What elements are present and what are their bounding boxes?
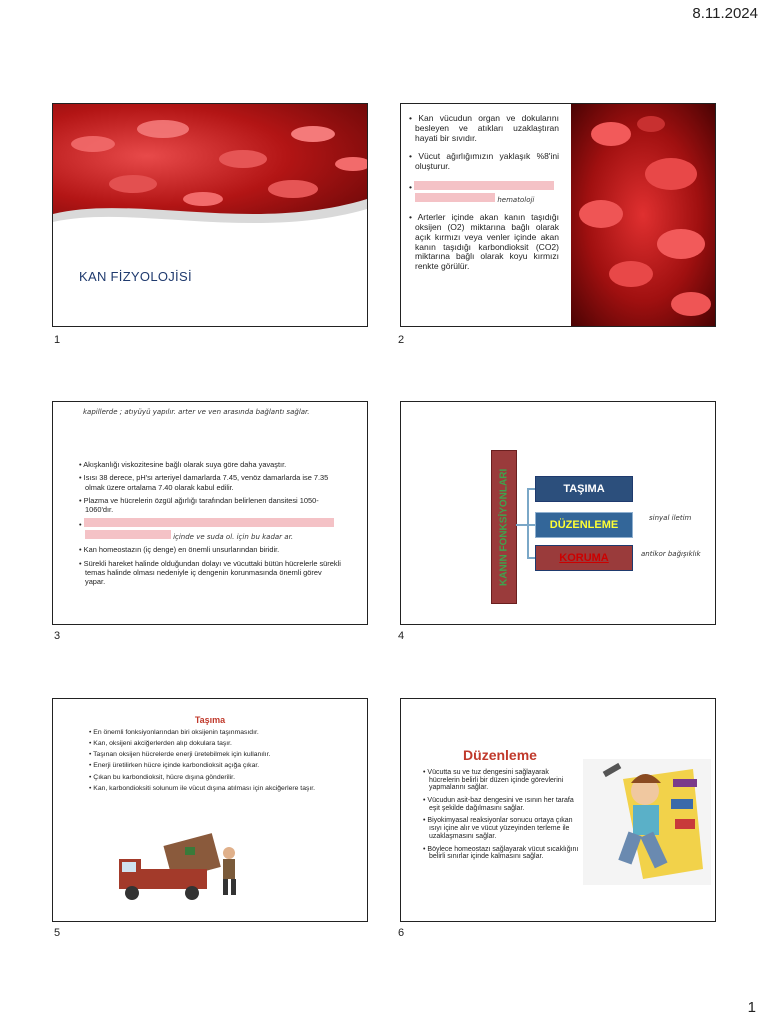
bullet: • Kan homeostazın (iç denge) en önemli unsurlarından biridir. <box>79 545 280 555</box>
blood-cells-illustration <box>571 104 715 326</box>
function-box-protection: KORUMA <box>535 545 633 571</box>
handwritten-note: sinyal iletim <box>649 514 692 522</box>
highlighted-bullet: • içinde ve suda ol. için bu kadar ar. <box>79 518 341 541</box>
slide-2 <box>400 103 716 327</box>
bullet: • Isısı 38 derece, pH'sı arteriyel damarlarda 7.45, venöz damarlarda ise 7.35 olmak üzere ortalama 7.40 olarak kabul edilir. <box>79 473 329 492</box>
moving-truck-illustration <box>117 819 267 909</box>
page-number: 1 <box>747 999 756 1016</box>
handwritten-note: antikor bağışıklık <box>641 550 701 558</box>
slide-number: 6 <box>398 927 405 939</box>
connector-line <box>527 557 535 559</box>
slide-number: 2 <box>398 334 405 346</box>
bullet: • Kan, karbondioksiti solunum ile vücut dışına atılması için akciğerlere taşır. <box>89 784 316 792</box>
bullet: • Vücut ağırlığımızın yaklaşık %8'ini oluşturur. <box>409 151 559 172</box>
vertical-label: KANIN FONKSİYONLARI <box>498 468 510 586</box>
bullet: • Plazma ve hücrelerin özgül ağırlığı tarafından belirlenen dansitesi 1050-1060'dır. <box>79 495 319 514</box>
bullet: • Biyokimyasal reaksiyonlar sonucu ortaya çıkan ısıyı içine alır ve vücut yüzeyinden terleme ile uzaklaşmasını sağlar. <box>423 817 573 840</box>
bullet: • Çıkan bu karbondioksit, hücre dışına gönderilir. <box>89 773 235 781</box>
bullet: • En önemli fonksiyonlarından biri oksijenin taşınmasıdır. <box>89 729 259 736</box>
connector-line <box>527 488 535 490</box>
bullet: • Enerji üretilirken hücre içinde karbondioksit açığa çıkar. <box>89 762 260 770</box>
slide-text <box>423 769 579 866</box>
slide-number: 1 <box>54 334 61 346</box>
slide-4 <box>400 401 716 625</box>
slide-number: 5 <box>54 927 61 939</box>
bullet: • Vücutta su ve tuz dengesini sağlayarak hücrelerin belirli bir düzen içinde görevlerini yapmalarını sağlar. <box>423 769 564 792</box>
bullet: • Vücudun asit-baz dengesini ve ısının her tarafa eşit şekilde dağılmasını sağlar. <box>423 797 574 812</box>
slide-text <box>89 729 319 796</box>
red-blood-cells-image <box>571 104 715 326</box>
blood-cells-illustration <box>53 104 367 234</box>
print-date: 8.11.2024 <box>692 5 758 22</box>
bullet: • Taşınan oksijen hücrelerde enerji üretebilmek için kullanılır. <box>89 751 271 759</box>
slide-1 <box>52 103 368 327</box>
slide-6 <box>400 698 716 922</box>
handwritten-note: hematoloji <box>497 195 535 204</box>
slide-text <box>409 114 559 281</box>
function-box-regulation: DÜZENLEME <box>535 512 633 538</box>
slide-3 <box>52 401 368 625</box>
slide-number: 4 <box>398 630 405 642</box>
function-box-transport: TAŞIMA <box>535 476 633 502</box>
bullet: • Kan, oksijeni akciğerlerden alıp dokulara taşır. <box>89 740 232 748</box>
slide-title: Taşıma <box>194 715 226 725</box>
bullet: • Kan vücudun organ ve dokularını besleyen ve atıkları uzaklaştıran hayati bir sıvıdır. <box>409 113 559 143</box>
slide-title: KAN FİZYOLOJİSİ <box>79 269 192 284</box>
blood-cells-image <box>53 104 367 234</box>
handwritten-note: kapillerde ; atıyüyü yapılır. arter ve ven arasında bağlantı sağlar. <box>83 408 310 416</box>
handwritten-note: içinde ve suda ol. için bu kadar ar. <box>173 532 294 541</box>
slide-title: Düzenleme <box>463 747 537 763</box>
slide-5 <box>52 698 368 922</box>
bullet: • Akışkanlığı viskozitesine bağlı olarak suya göre daha yavaştır. <box>79 460 287 469</box>
bullet: • Sürekli hareket halinde olduğundan dolayı ve vücuttaki bütün hücrelerle sürekli temas halinde olması nedeniyle iç dengenin korunmasında önemli görev yapar. <box>79 558 341 586</box>
connector-line <box>516 524 535 526</box>
connector-line <box>527 488 529 558</box>
functions-label-bar <box>491 450 517 604</box>
slide-number: 3 <box>54 630 61 642</box>
highlighted-bullet: • hematoloji <box>409 181 559 205</box>
bullet: • Böylece homeostazı sağlayarak vücut sıcaklığını belirli sınırlar içinde kalmasını sağlar. <box>423 845 579 861</box>
juggling-person-illustration <box>583 759 711 885</box>
bullet: • Arterler içinde akan kanın taşıdığı oksijen (O2) miktarına bağlı olarak açık kırmızı veya venler içinde akan kanın taşıdığı karbondioksit (CO2) miktarına bağlı olarak koyu kırmızı renkte görülür. <box>409 212 560 272</box>
slide-text <box>79 460 341 590</box>
